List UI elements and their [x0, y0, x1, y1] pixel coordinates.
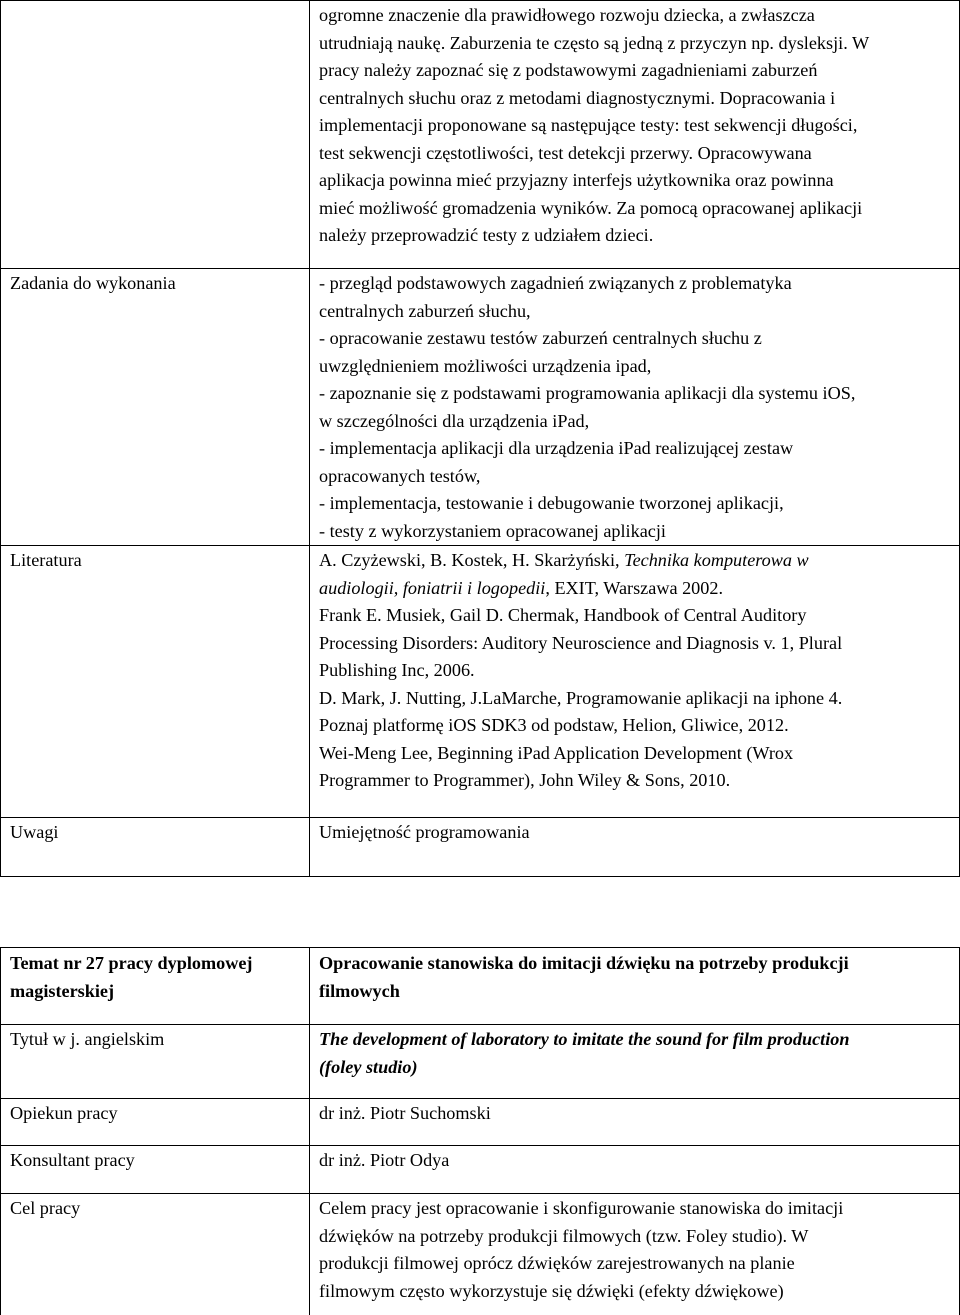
goal-line: dźwięków na potrzeby produkcji filmowych (tzw. Foley studio). W	[319, 1223, 951, 1251]
thesis-topic-table-27	[0, 947, 960, 1315]
reference-line: Poznaj platformę iOS SDK3 od podstaw, Helion, Gliwice, 2012.	[319, 712, 951, 740]
text-line: pracy należy zapoznać się z podstawowymi zagadnieniami zaburzeń	[319, 57, 951, 85]
task-line: - implementacja, testowanie i debugowanie tworzonej aplikacji,	[319, 490, 951, 518]
consultant-value: dr inż. Piotr Odya	[310, 1146, 960, 1194]
text-line: aplikacja powinna mieć przyjazny interfejs użytkownika oraz powinna	[319, 167, 951, 195]
english-title-label: Tytuł w j. angielskim	[1, 1025, 310, 1099]
task-line: - opracowanie zestawu testów zaburzeń centralnych słuchu z	[319, 325, 951, 353]
task-line: - przegląd podstawowych zagadnień związanych z problematyka	[319, 270, 951, 298]
tasks-row	[1, 269, 960, 546]
goal-text	[310, 1194, 960, 1315]
task-line: - implementacja aplikacji dla urządzenia iPad realizującej zestaw	[319, 435, 951, 463]
reference-publisher: , EXIT, Warszawa 2002.	[545, 578, 723, 598]
supervisor-label: Opiekun pracy	[1, 1099, 310, 1146]
goal-label: Cel pracy	[1, 1194, 310, 1315]
goal-line: filmowym często wykorzystuje się dźwięki (efekty dźwiękowe)	[319, 1278, 951, 1306]
reference-title: audiologii, foniatrii i logopedii	[319, 578, 545, 598]
reference-line: Processing Disorders: Auditory Neuroscience and Diagnosis v. 1, Plural	[319, 630, 951, 658]
topic-label-line: magisterskiej	[10, 978, 301, 1006]
notes-row	[1, 818, 960, 877]
reference-line: Frank E. Musiek, Gail D. Chermak, Handbook of Central Auditory	[319, 602, 951, 630]
english-title-line: (foley studio)	[319, 1054, 951, 1082]
goal-line: Celem pracy jest opracowanie i skonfigurowanie stanowiska do imitacji	[319, 1195, 951, 1223]
reference-line: Programmer to Programmer), John Wiley & Sons, 2010.	[319, 767, 951, 795]
literature-row	[1, 546, 960, 818]
goal-row	[1, 1194, 960, 1315]
task-line: - testy z wykorzystaniem opracowanej aplikacji	[319, 518, 951, 546]
tasks-list	[310, 269, 960, 546]
reference-line: Wei-Meng Lee, Beginning iPad Application Development (Wrox	[319, 740, 951, 768]
consultant-row	[1, 1146, 960, 1194]
supervisor-value: dr inż. Piotr Suchomski	[310, 1099, 960, 1146]
text-line: mieć możliwość gromadzenia wyników. Za pomocą opracowanej aplikacji	[319, 195, 951, 223]
reference-authors: A. Czyżewski, B. Kostek, H. Skarżyński,	[319, 550, 624, 570]
topic-row	[1, 948, 960, 1025]
topic-value-line: filmowych	[319, 978, 951, 1006]
goal-line: produkcji filmowej oprócz dźwięków zarejestrowanych na planie	[319, 1250, 951, 1278]
english-title-value	[310, 1025, 960, 1099]
text-line: ogromne znaczenie dla prawidłowego rozwoju dziecka, a zwłaszcza	[319, 2, 951, 30]
reference-line	[319, 575, 951, 603]
task-line: - zapoznanie się z podstawami programowania aplikacji dla systemu iOS,	[319, 380, 951, 408]
text-line: utrudniają naukę. Zaburzenia te często są jedną z przyczyn np. dysleksji. W	[319, 30, 951, 58]
description-continuation-text	[310, 1, 960, 269]
consultant-label: Konsultant pracy	[1, 1146, 310, 1194]
tasks-label: Zadania do wykonania	[1, 269, 310, 546]
text-line: centralnych słuchu oraz z metodami diagnostycznymi. Dopracowania i	[319, 85, 951, 113]
reference-line	[319, 547, 951, 575]
notes-value: Umiejętność programowania	[310, 818, 960, 877]
empty-label-cell	[1, 1, 310, 269]
task-line: centralnych zaburzeń słuchu,	[319, 298, 951, 326]
task-line: w szczególności dla urządzenia iPad,	[319, 408, 951, 436]
task-line: opracowanych testów,	[319, 463, 951, 491]
english-title-row	[1, 1025, 960, 1099]
topic-value	[310, 948, 960, 1025]
literature-label: Literatura	[1, 546, 310, 818]
supervisor-row	[1, 1099, 960, 1146]
literature-list	[310, 546, 960, 818]
description-continuation-row	[1, 1, 960, 269]
english-title-line: The development of laboratory to imitate the sound for film production	[319, 1026, 951, 1054]
reference-line: D. Mark, J. Nutting, J.LaMarche, Programowanie aplikacji na iphone 4.	[319, 685, 951, 713]
text-line: test sekwencji częstotliwości, test detekcji przerwy. Opracowywana	[319, 140, 951, 168]
text-line: implementacji proponowane są następujące testy: test sekwencji długości,	[319, 112, 951, 140]
reference-line: Publishing Inc, 2006.	[319, 657, 951, 685]
topic-label-line: Temat nr 27 pracy dyplomowej	[10, 950, 301, 978]
topic-value-line: Opracowanie stanowiska do imitacji dźwięku na potrzeby produkcji	[319, 950, 951, 978]
text-line: należy przeprowadzić testy z udziałem dzieci.	[319, 222, 951, 250]
topic-label	[1, 948, 310, 1025]
notes-label: Uwagi	[1, 818, 310, 877]
reference-title: Technika komputerowa w	[624, 550, 809, 570]
task-line: uwzględnieniem możliwości urządzenia ipad,	[319, 353, 951, 381]
